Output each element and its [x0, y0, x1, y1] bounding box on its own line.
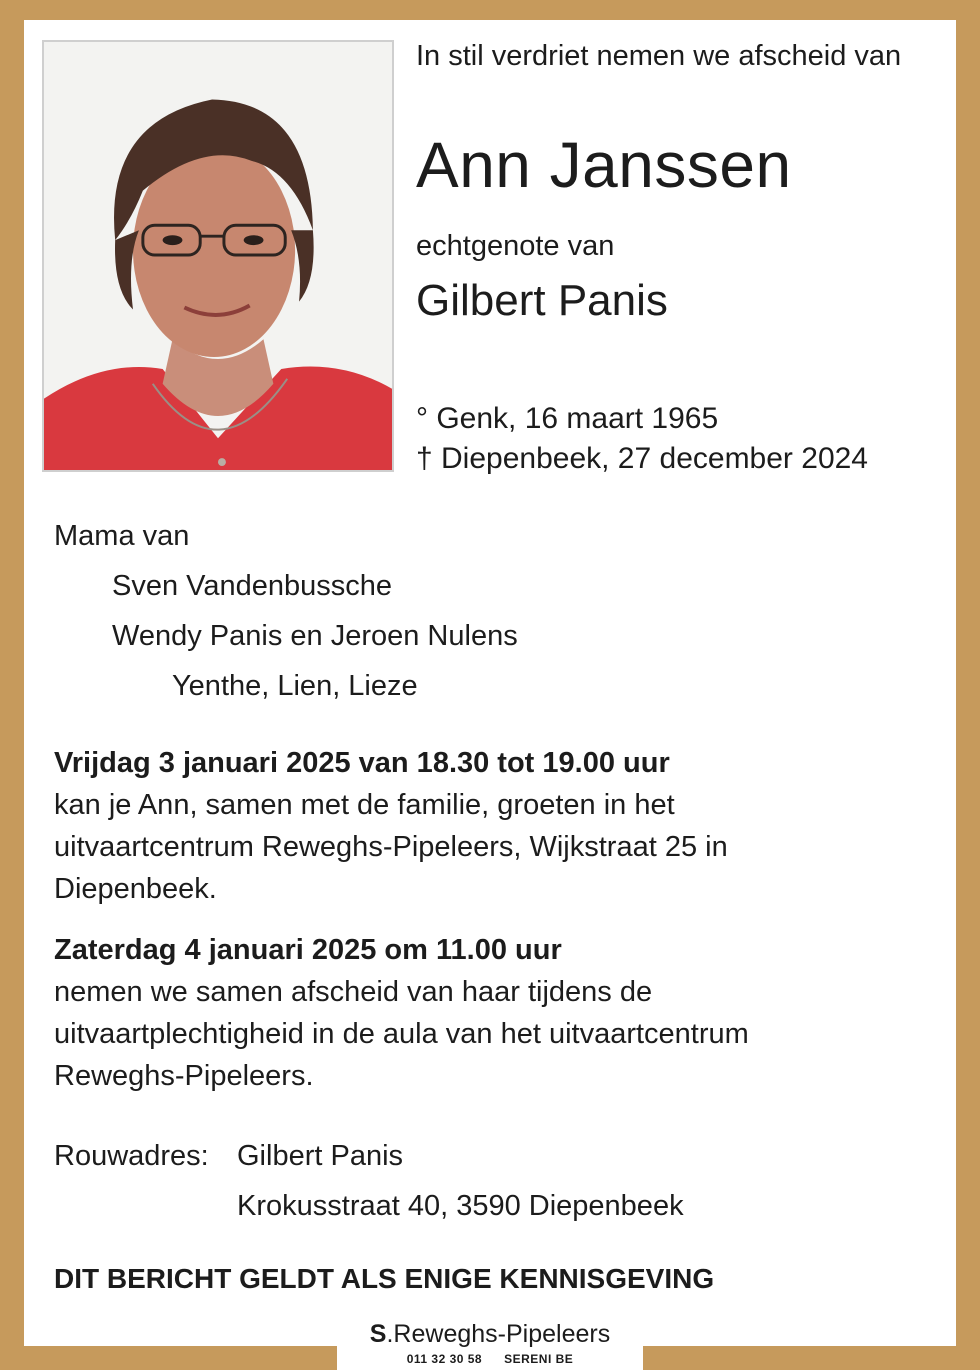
event-text: nemen we samen afscheid van haar tijdens de uitvaartplechtigheid in de aula van het uitvaartcentrum Reweghs-Pipeleers.: [54, 976, 749, 1092]
portrait-photo: [42, 40, 394, 472]
event-heading: Zaterdag 4 januari 2025 om 11.00 uur: [54, 934, 562, 966]
birth-info: ° Genk, 16 maart 1965: [416, 402, 719, 435]
website: SERENI BE: [504, 1352, 574, 1366]
funeral-home-footer: [337, 1316, 643, 1370]
visitation-event: [54, 742, 874, 910]
family-label: Mama van: [54, 520, 190, 552]
intro-text: In stil verdriet nemen we afscheid van: [416, 40, 902, 72]
contact-line: [337, 1352, 643, 1366]
funeral-home-name: .Reweghs-Pipeleers: [386, 1320, 611, 1348]
funeral-home-logo: [337, 1320, 643, 1349]
address-label: Rouwadres:: [54, 1140, 209, 1172]
deceased-name: Ann Janssen: [416, 129, 792, 201]
spouse-name: Gilbert Panis: [416, 276, 668, 325]
portrait-image: [44, 42, 392, 470]
obituary-card: [24, 20, 956, 1346]
event-heading: Vrijdag 3 januari 2025 van 18.30 tot 19.00 uur: [54, 747, 670, 779]
phone-number: 011 32 30 58: [406, 1352, 483, 1366]
child-name: Sven Vandenbussche: [112, 570, 393, 602]
address-name: Gilbert Panis: [237, 1140, 404, 1172]
death-info: † Diepenbeek, 27 december 2024: [416, 442, 868, 475]
child-name: Wendy Panis en Jeroen Nulens: [112, 620, 518, 652]
spouse-label: echtgenote van: [416, 230, 615, 262]
logo-letter: S: [369, 1320, 387, 1348]
notice-text: DIT BERICHT GELDT ALS ENIGE KENNISGEVING: [54, 1263, 715, 1294]
event-text: kan je Ann, samen met de familie, groeten in het uitvaartcentrum Reweghs-Pipeleers, Wijkstraat 25 in Diepenbeek.: [54, 789, 728, 905]
grandchildren-names: Yenthe, Lien, Lieze: [172, 670, 418, 702]
funeral-event: [54, 929, 874, 1097]
address-street: Krokusstraat 40, 3590 Diepenbeek: [237, 1190, 684, 1222]
